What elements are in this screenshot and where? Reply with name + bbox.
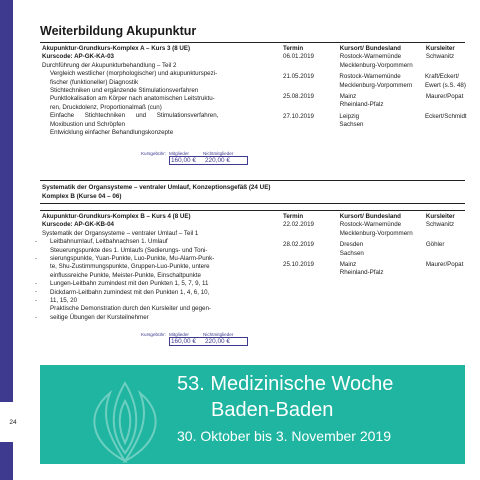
lead-cell: Schwanitz — [425, 221, 455, 229]
lead-cell: Göhler — [425, 241, 445, 249]
page-number: 24 — [0, 402, 26, 442]
location-cell: Rostock-Warnemünde Mecklenburg-Vorpommern — [339, 53, 413, 69]
lead-cell: Maurer/Popat — [425, 261, 464, 269]
lead-cell: Maurer/Popat — [425, 93, 464, 101]
topic: Leitbahnumlauf, Leitbahnachsen 1. Umlauf — [50, 238, 168, 246]
table-header — [283, 213, 465, 221]
table-row — [283, 221, 465, 238]
leaf-logo-icon — [70, 373, 180, 463]
table-row — [283, 93, 465, 110]
fee-nonmembers-label: Nichtmitglieder — [203, 151, 234, 156]
course-a-fee — [130, 151, 248, 165]
header-location: Kursort/ Bundesland — [339, 213, 401, 220]
fee-label: Kursgebühr: — [140, 151, 166, 156]
location-cell: Mainz Rheinland-Pfalz — [339, 93, 384, 109]
banner-title: 53. Medizinische Woche — [177, 373, 394, 395]
topic: Dickdarm-Leitbahn zumindest mit den Punkten 1, 4, 6, 10, — [50, 288, 210, 296]
topic: Vergleich westlicher (morphologischer) und akupunkturspezi- — [50, 70, 218, 78]
topic: seitige Übungen der Kursteilnehmer — [50, 313, 149, 321]
fee-members-label: Mitglieder — [169, 332, 189, 337]
divider — [40, 42, 465, 43]
topic: fischer (funktioneller) Diagnostik — [50, 78, 139, 86]
date-cell: 06.01.2019 — [283, 53, 314, 61]
course-b-title: Akupunktur-Grundkurs-Komplex B – Kurs 4 (8 UE) — [42, 213, 191, 220]
fee-nonmembers-value: 220,00 € — [205, 338, 230, 345]
banner-dates: 30. Oktober bis 3. November 2019 — [177, 428, 392, 444]
location-cell: Dresden Sachsen — [339, 241, 364, 257]
banner-location: Baden-Baden — [211, 399, 334, 421]
topic: Lungen-Leitbahn zumindest mit den Punkten 1, 5, 7, 9, 11 — [50, 280, 209, 288]
course-a-dates-table — [283, 45, 465, 133]
course-a-title: Akupunktur-Grundkurs-Komplex A – Kurs 3 (8 UE) — [42, 45, 191, 52]
course-a-code: Kurscode: AP-GK-KA-03 — [42, 53, 114, 61]
topic: Durchführung der Akupunkturbehandlung – Teil 2 — [42, 61, 177, 69]
date-cell: 25.08.2019 — [283, 93, 314, 101]
topic: sierungspunkte, Yuan-Punkte, Luo-Punkte, Mu-Alarm-Punk- — [50, 255, 215, 263]
event-banner — [40, 365, 465, 464]
fee-members-value: 160,00 € — [171, 338, 196, 345]
table-header — [283, 45, 465, 53]
fee-members-value: 160,00 € — [171, 157, 196, 164]
location-cell: Leipzig Sachsen — [339, 112, 364, 129]
systematik-section — [40, 180, 465, 204]
topic: Einfache Stichtechniken und Stimulationsverfahren, — [50, 112, 219, 120]
date-cell: 21.05.2019 — [283, 73, 314, 81]
bullet-markers: - - - - - - — [35, 239, 37, 321]
topic: Entwicklung einfacher Behandlungskonzepte — [50, 129, 174, 137]
topic: te, Shu-Zustimmungspunkte, Gruppen-Luo-Punkte, untere — [50, 263, 210, 271]
date-cell: 22.02.2019 — [283, 221, 314, 229]
topic: Systematik der Organsysteme – ventraler Umlauf – Teil 1 — [42, 229, 199, 237]
table-row — [283, 73, 465, 90]
fee-members-label: Mitglieder — [169, 151, 189, 156]
fee-nonmembers-value: 220,00 € — [205, 157, 230, 164]
fee-nonmembers-label: Nichtmitglieder — [203, 332, 234, 337]
topic: einflussreiche Punkte, Meister-Punkte, Einschaltpunkte — [50, 271, 201, 279]
header-location: Kursort/ Bundesland — [339, 45, 401, 52]
topic: Praktische Demonstration durch den Kursleiter und gegen- — [50, 305, 211, 313]
course-b-description — [42, 213, 274, 322]
topic: Punktlokalisation am Körper nach anatomischen Leitstruktu- — [50, 95, 215, 103]
lead-cell: Kraft/Eckert/ Ewert (s.S. 48) — [425, 73, 466, 89]
location-cell: Rostock-Warnemünde Mecklenburg-Vorpommern — [339, 221, 413, 237]
systematik-title: Systematik der Organsysteme – ventraler Umlauf, Konzeptionsgefäß (24 UE) — [42, 184, 271, 191]
divider — [40, 210, 465, 211]
date-cell: 25.10.2019 — [283, 261, 314, 269]
page-title: Weiterbildung Akupunktur — [40, 24, 197, 38]
header-lead: Kursleiter — [425, 213, 455, 220]
table-row — [283, 261, 465, 278]
topic: Moxibustion und Schröpfen — [50, 120, 125, 128]
topic: ren, Druckdolenz, Proportionalmaß (cun) — [50, 103, 162, 111]
course-b-fee — [130, 332, 248, 346]
topic: 11, 15, 20 — [50, 297, 78, 305]
fee-label: Kursgebühr: — [140, 332, 166, 337]
course-a-description — [42, 45, 274, 137]
course-b-dates-table — [283, 213, 465, 281]
course-b-code: Kurscode: AP-GK-KB-04 — [42, 221, 114, 229]
course-a — [40, 42, 465, 177]
topic: Stichtechniken und ergänzende Stimulationsverfahren — [50, 87, 199, 95]
location-cell: Rostock-Warnemünde Mecklenburg-Vorpommern — [339, 73, 413, 89]
table-row — [283, 241, 465, 258]
date-cell: 28.02.2019 — [283, 241, 314, 249]
date-cell: 27.10.2019 — [283, 112, 314, 120]
table-row — [283, 113, 465, 130]
header-lead: Kursleiter — [425, 45, 455, 52]
table-row — [283, 53, 465, 70]
lead-cell: Eckert/Schmidt — [425, 112, 467, 120]
lead-cell: Schwanitz — [425, 53, 455, 61]
course-b — [40, 210, 465, 360]
location-cell: Mainz Rheinland-Pfalz — [339, 261, 384, 277]
header-date: Termin — [283, 45, 304, 52]
topic: Steuerungspunkte des 1. Umlaufs (Sedierungs- und Toni- — [50, 246, 208, 254]
systematik-subtitle: Komplex B (Kurse 04 – 06) — [42, 192, 122, 200]
header-date: Termin — [283, 213, 304, 220]
